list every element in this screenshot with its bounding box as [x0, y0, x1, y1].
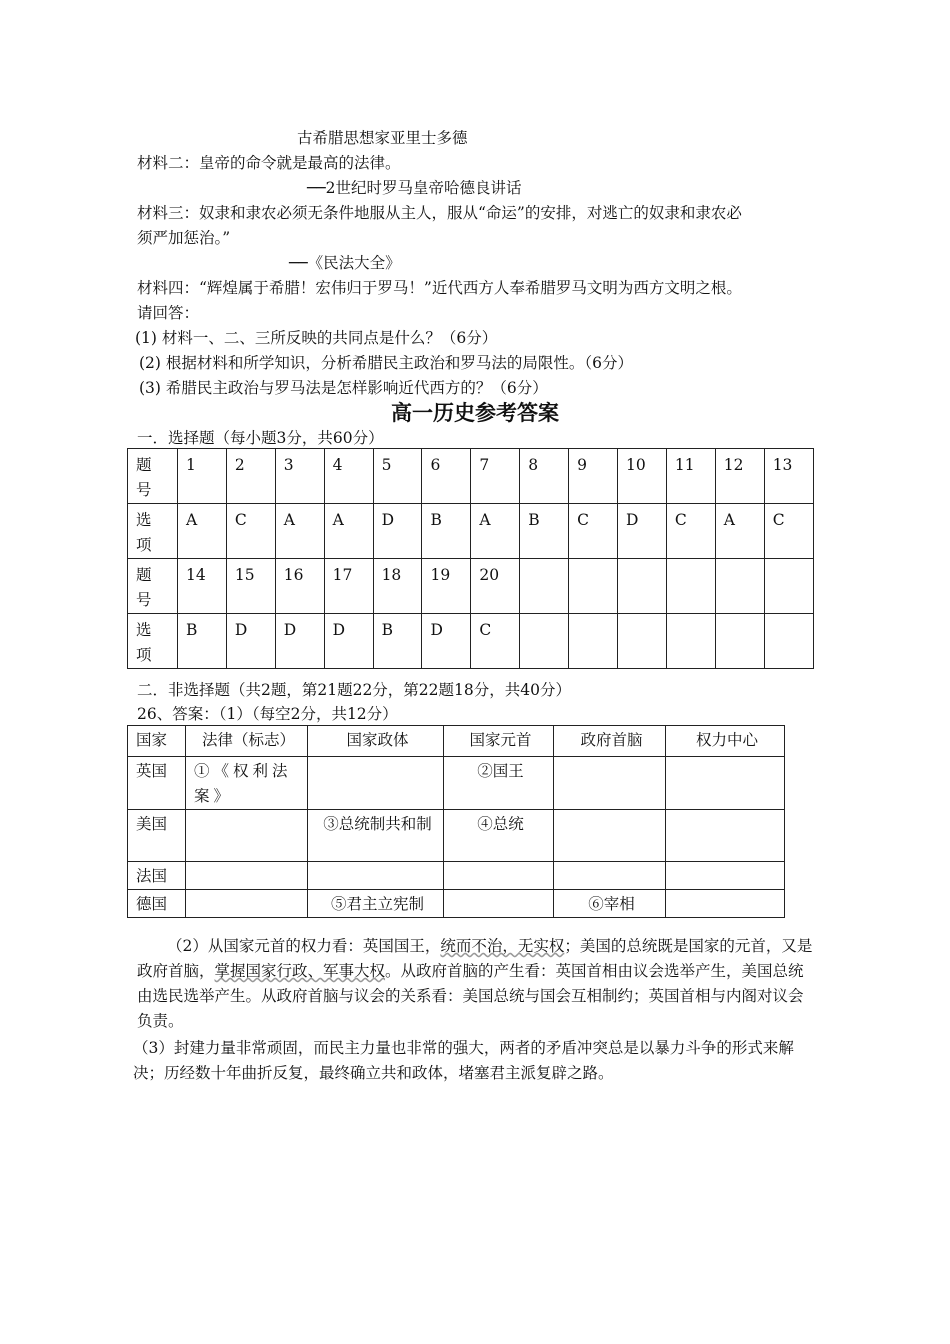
comparison-header-cell: 国家: [128, 726, 186, 757]
question-1: (1) 材料一、二、三所反映的共同点是什么？（6分）: [135, 329, 498, 347]
comparison-row: [128, 890, 785, 918]
q26-heading: 26、答案：（1）（每空2分，共12分）: [137, 705, 398, 723]
choice-cell: C: [471, 614, 520, 669]
comparison-row: [128, 862, 785, 890]
choice-row-label: 题号: [128, 449, 178, 504]
material4-text: 材料四：“辉煌属于希腊！宏伟归于罗马！”近代西方人奉希腊罗马文明为西方文明之根。: [137, 279, 742, 297]
choice-cell: C: [569, 504, 618, 559]
comparison-header-cell: 法律（标志）: [186, 726, 308, 757]
comparison-cell: [666, 810, 785, 862]
comparison-cell: ②国王: [444, 757, 554, 810]
choice-cell: B: [178, 614, 227, 669]
choice-cell: D: [275, 614, 324, 669]
material2-attribution: ──2世纪时罗马皇帝哈德良讲话: [307, 179, 522, 197]
choice-cell: 13: [764, 449, 813, 504]
choice-cell: B: [520, 504, 569, 559]
choice-cell: 12: [715, 449, 764, 504]
choice-cell: [618, 559, 667, 614]
comparison-header-cell: 权力中心: [666, 726, 785, 757]
material1-attribution: 古希腊思想家亚里士多德: [297, 129, 468, 147]
comparison-cell: [308, 757, 444, 810]
answer-title: 高一历史参考答案: [391, 401, 559, 425]
choice-table-row: [128, 614, 814, 669]
comparison-cell: [666, 757, 785, 810]
choice-cell: 3: [275, 449, 324, 504]
choice-cell: [715, 559, 764, 614]
choice-cell: D: [618, 504, 667, 559]
answer-paragraph-2: [137, 934, 813, 1034]
choice-cell: D: [324, 614, 373, 669]
comparison-header-cell: 国家元首: [444, 726, 554, 757]
choice-cell: [569, 614, 618, 669]
section2-heading: 二．非选择题（共2题，第21题22分，第22题18分，共40分）: [137, 681, 571, 699]
choice-cell: C: [226, 504, 275, 559]
choice-cell: [666, 614, 715, 669]
comparison-cell: ⑤君主立宪制: [308, 890, 444, 918]
comparison-cell: ①《权利法案》: [186, 757, 308, 810]
choice-cell: 4: [324, 449, 373, 504]
comparison-cell: [666, 890, 785, 918]
choice-cell: 15: [226, 559, 275, 614]
comparison-country-cell: 英国: [128, 757, 186, 810]
choice-cell: 2: [226, 449, 275, 504]
comparison-country-cell: 美国: [128, 810, 186, 862]
choice-row-label: 题号: [128, 559, 178, 614]
choice-cell: 8: [520, 449, 569, 504]
choice-row-label: 选项: [128, 614, 178, 669]
choice-cell: 14: [178, 559, 227, 614]
choice-cell: D: [226, 614, 275, 669]
choice-cell: [764, 559, 813, 614]
comparison-header-row: [128, 726, 785, 757]
answer-prompt: 请回答：: [137, 304, 200, 322]
choice-cell: D: [373, 504, 422, 559]
material3-text-line2: 须严加惩治。”: [137, 229, 231, 247]
choice-cell: C: [764, 504, 813, 559]
para2-part-c: ；美国的总统既是国家的元首，又是政府首脑，: [137, 937, 813, 980]
para2-part-a: （2）从国家元首的权力看：英国国王，: [167, 937, 441, 955]
choice-cell: A: [715, 504, 764, 559]
choice-cell: [618, 614, 667, 669]
comparison-cell: [554, 757, 666, 810]
choice-answer-table: [127, 448, 814, 669]
choice-cell: B: [373, 614, 422, 669]
choice-cell: A: [275, 504, 324, 559]
choice-cell: 19: [422, 559, 471, 614]
comparison-country-cell: 德国: [128, 890, 186, 918]
choice-cell: 6: [422, 449, 471, 504]
choice-cell: 5: [373, 449, 422, 504]
para2-part-d: 掌握国家行政、军事大权: [214, 962, 386, 980]
material3-attribution: ──《民法大全》: [289, 254, 401, 272]
comparison-cell: [186, 862, 308, 890]
comparison-cell: [666, 862, 785, 890]
comparison-header-cell: 国家政体: [308, 726, 444, 757]
choice-cell: 10: [618, 449, 667, 504]
choice-cell: 17: [324, 559, 373, 614]
choice-table-row: [128, 504, 814, 559]
comparison-cell: [186, 810, 308, 862]
comparison-header-cell: 政府首脑: [554, 726, 666, 757]
comparison-cell: [554, 862, 666, 890]
choice-cell: [569, 559, 618, 614]
question-3: (3) 希腊民主政治与罗马法是怎样影响近代西方的？（6分）: [139, 379, 548, 397]
choice-cell: A: [178, 504, 227, 559]
comparison-country-cell: 法国: [128, 862, 186, 890]
comparison-cell: [554, 810, 666, 862]
choice-cell: 7: [471, 449, 520, 504]
choice-cell: 1: [178, 449, 227, 504]
choice-cell: [764, 614, 813, 669]
comparison-cell: ④总统: [444, 810, 554, 862]
choice-row-label: 选项: [128, 504, 178, 559]
material2-text: 材料二：皇帝的命令就是最高的法律。: [137, 154, 401, 172]
government-comparison-table: [127, 725, 785, 918]
comparison-cell: [444, 890, 554, 918]
choice-cell: [520, 559, 569, 614]
material3-text-line1: 材料三：奴隶和隶农必须无条件地服从主人，服从“命运”的安排，对逃亡的奴隶和隶农必: [137, 204, 742, 222]
section1-heading: 一．选择题（每小题3分，共60分）: [137, 429, 384, 447]
comparison-cell: ⑥宰相: [554, 890, 666, 918]
answer-paragraph-3: （3）封建力量非常顽固，而民主力量也非常的强大，两者的矛盾冲突总是以暴力斗争的形式来解决；历经数十年曲折反复，最终确立共和政体，堵塞君主派复辟之路。: [133, 1039, 794, 1082]
comparison-row: [128, 757, 785, 810]
comparison-cell: ③总统制共和制: [308, 810, 444, 862]
comparison-cell: [308, 862, 444, 890]
choice-cell: 9: [569, 449, 618, 504]
choice-table-row: [128, 559, 814, 614]
comparison-cell: [186, 890, 308, 918]
choice-cell: 18: [373, 559, 422, 614]
choice-cell: B: [422, 504, 471, 559]
choice-cell: 11: [666, 449, 715, 504]
choice-cell: A: [324, 504, 373, 559]
comparison-cell: [444, 862, 554, 890]
question-2: (2) 根据材料和所学知识，分析希腊民主政治和罗马法的局限性。（6分）: [139, 354, 633, 372]
choice-cell: [666, 559, 715, 614]
choice-table-row: [128, 449, 814, 504]
choice-cell: A: [471, 504, 520, 559]
para2-part-b: 统而不治，无实权: [440, 937, 565, 955]
choice-cell: 20: [471, 559, 520, 614]
comparison-row: [128, 810, 785, 862]
choice-cell: [520, 614, 569, 669]
choice-cell: D: [422, 614, 471, 669]
choice-cell: [715, 614, 764, 669]
para2-part-e: 。从政府首脑的产生看：英国首相由议会选举产生，美国总统由选民选举产生。从政府首脑与议会的关系看：美国总统与国会互相制约；英国首相与内阁对议会负责。: [137, 962, 804, 1030]
choice-cell: C: [666, 504, 715, 559]
choice-cell: 16: [275, 559, 324, 614]
